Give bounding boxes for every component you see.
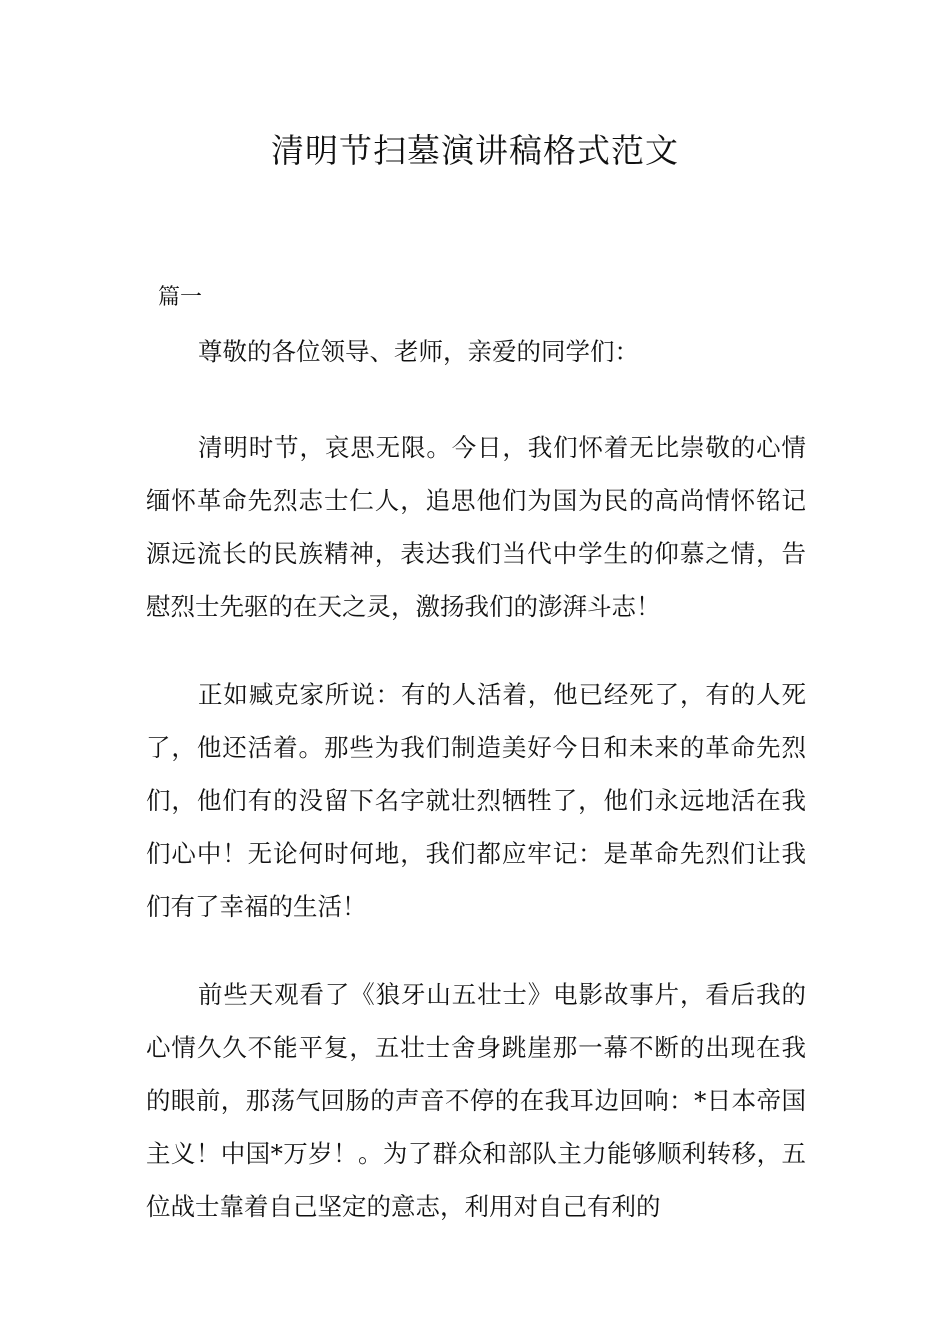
body-paragraph-3: 前些天观看了《狼牙山五壮士》电影故事片，看后我的心情久久不能平复，五壮士舍身跳崖那一幕不断的出现在我的眼前，那荡气回肠的声音不停的在我耳边回响：*日本帝国主义！中国*万岁！。为了群众和部队主力能够顺利转移，五位战士靠着自己坚定的意志，利用对自己有利的 (146, 980, 806, 1221)
document-title: 清明节扫墓演讲稿格式范文 (271, 131, 679, 170)
body-paragraph-2: 正如臧克家所说：有的人活着，他已经死了，有的人死了，他还活着。那些为我们制造美好今日和未来的革命先烈们，他们有的没留下名字就壮烈牺牲了，他们永远地活在我们心中！无论何时何地，我们都应牢记：是革命先烈们让我们有了幸福的生活！ (146, 680, 806, 921)
greeting-paragraph: 尊敬的各位领导、老师，亲爱的同学们： (198, 337, 639, 366)
section-label: 篇一 (158, 285, 203, 310)
body-paragraph-1: 清明时节，哀思无限。今日，我们怀着无比崇敬的心情缅怀革命先烈志士仁人，追思他们为国为民的高尚情怀铭记源远流长的民族精神，表达我们当代中学生的仰慕之情，告慰烈士先驱的在天之灵，激扬我们的澎湃斗志！ (146, 433, 806, 621)
